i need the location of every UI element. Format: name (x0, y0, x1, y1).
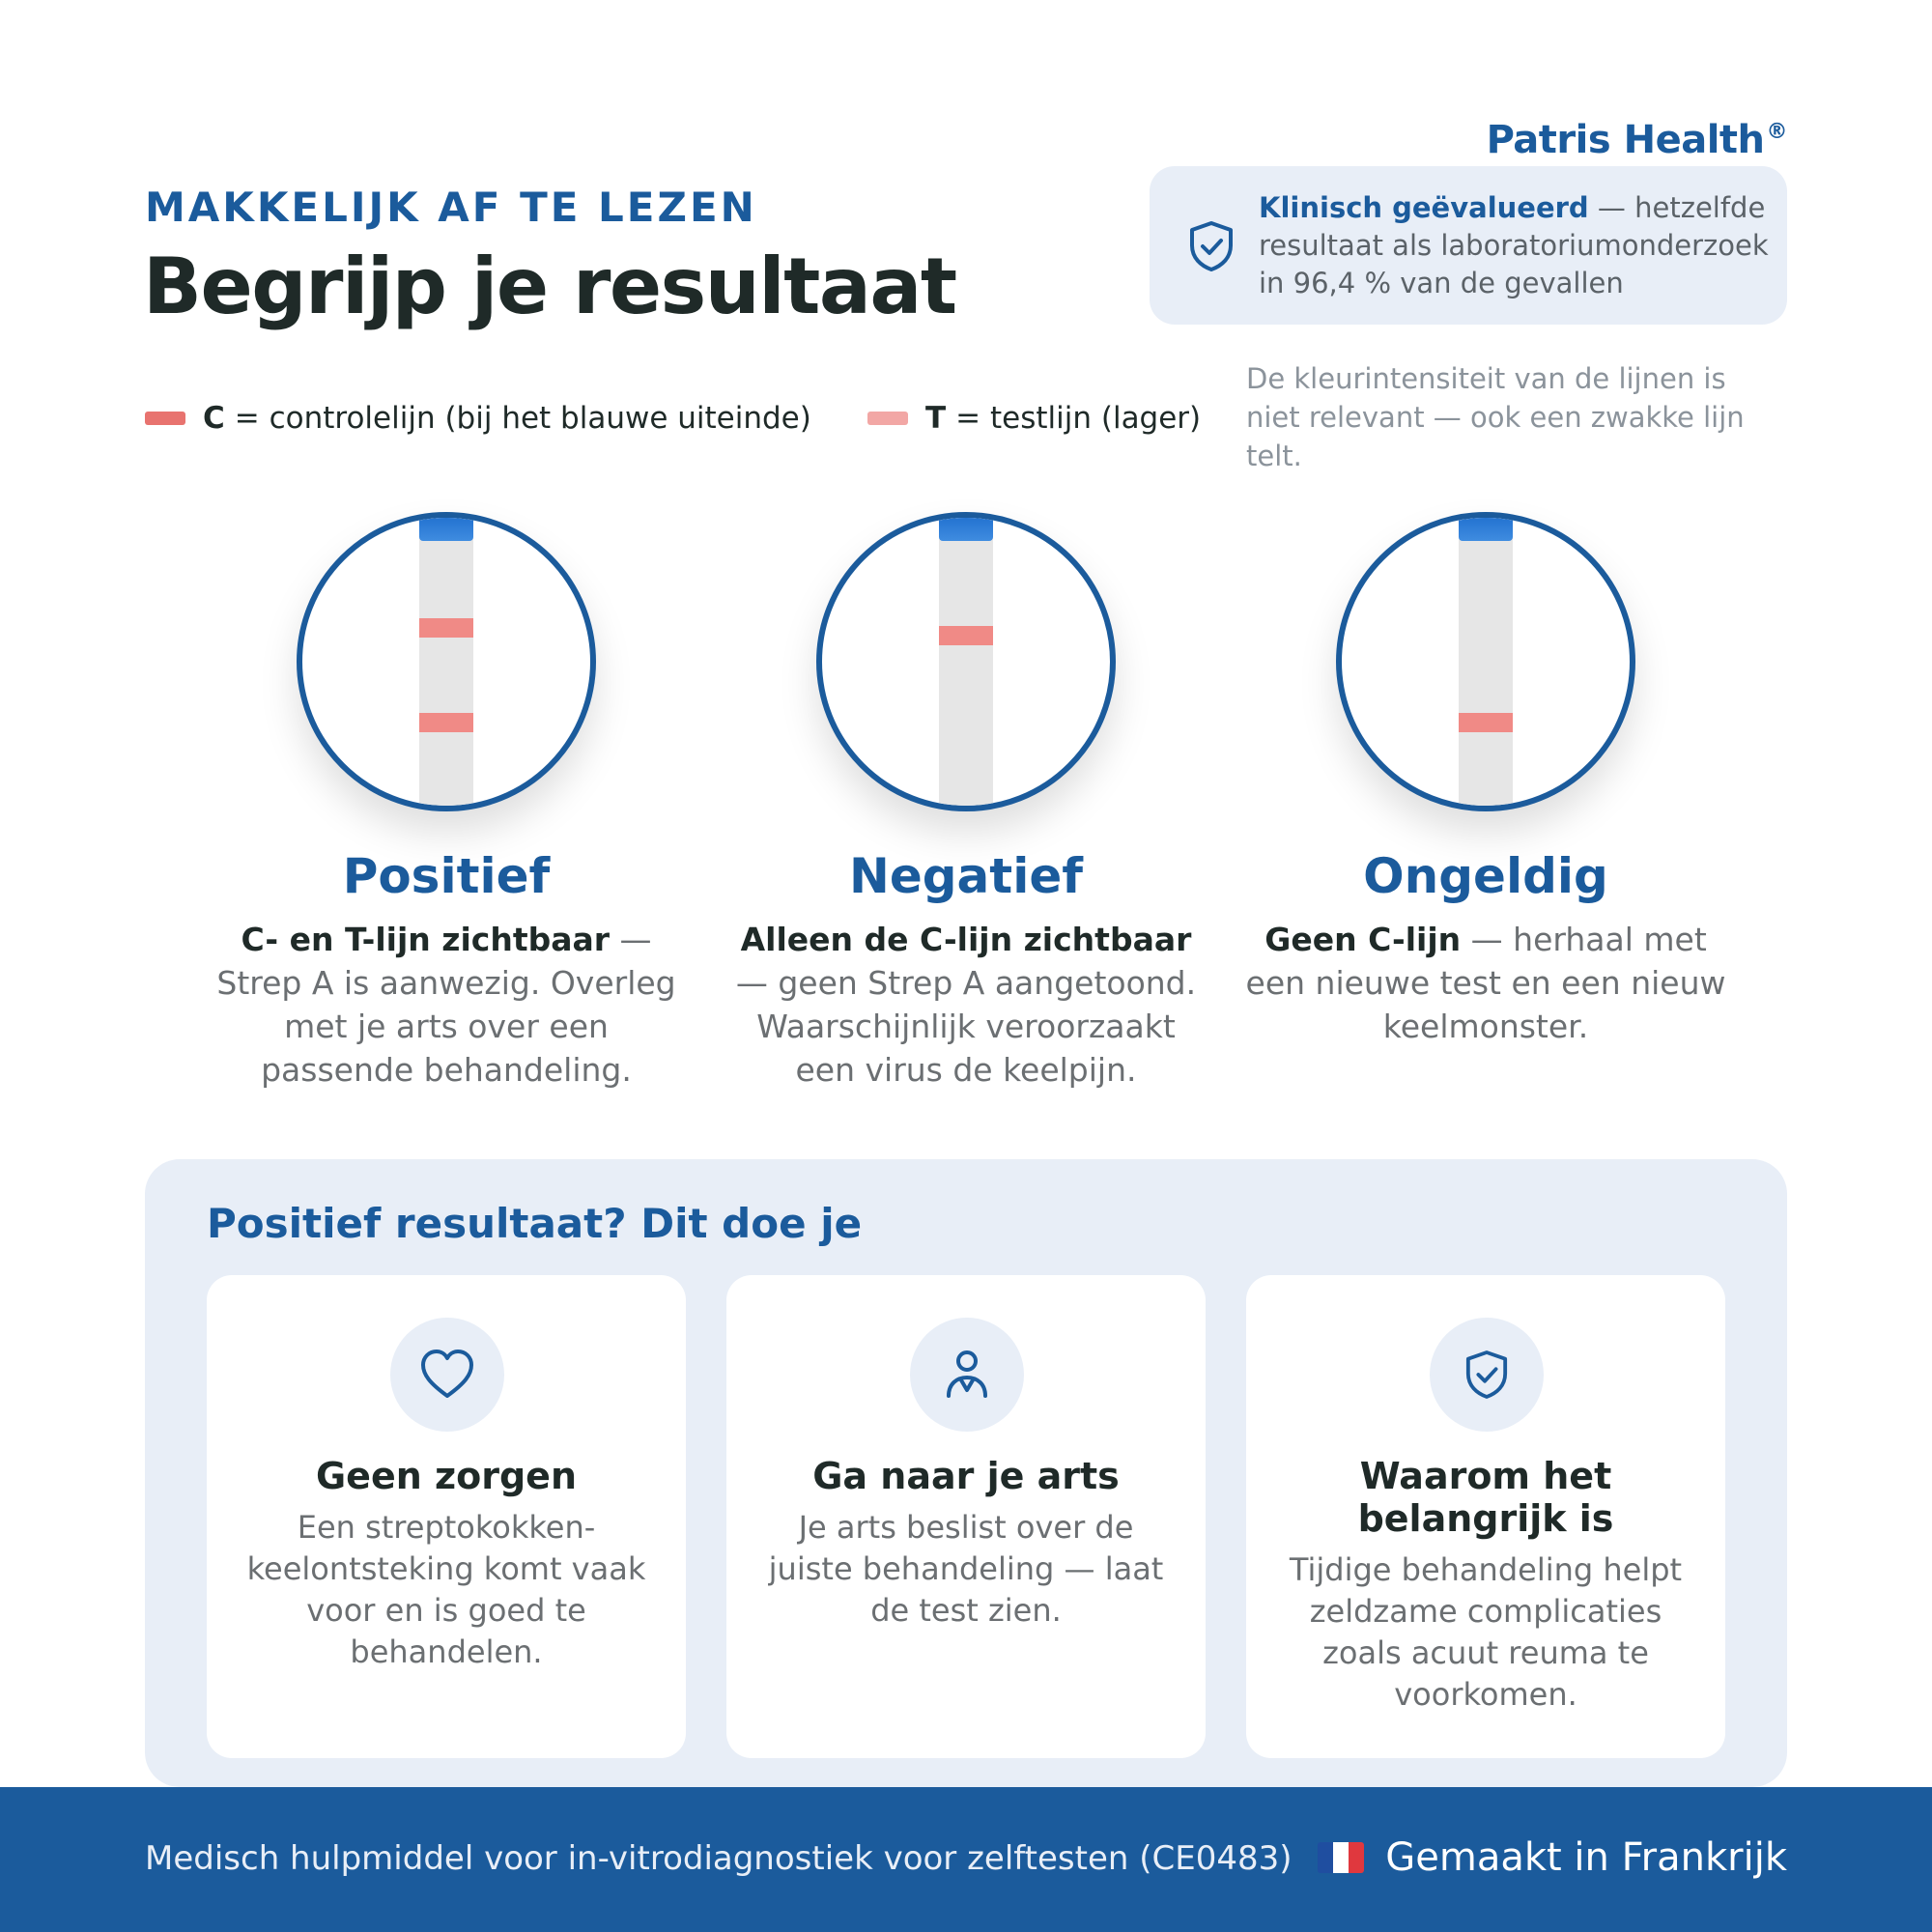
footer-regulatory-text: Medisch hulpmiddel voor in-vitrodiagnostiek voor zelftesten (CE0483) (145, 1839, 1293, 1878)
result-name: Positief (342, 848, 551, 904)
card-title: Ga naar je arts (812, 1455, 1120, 1497)
strip-blue-end (1459, 514, 1513, 541)
test-strip (1459, 514, 1513, 811)
panel-title: Positief resultaat? Dit doe je (207, 1200, 863, 1247)
clinical-evaluation-bold: Klinisch geëvalueerd (1259, 191, 1589, 224)
result-description (205, 918, 688, 1092)
card-icon-circle (910, 1318, 1024, 1432)
clinical-evaluation-detail: — hetzelfde resultaat als laboratoriumonderzoek in 96,4 % van de gevallen (1259, 191, 1769, 299)
result-invalid (1244, 512, 1727, 1048)
card-icon-circle (390, 1318, 504, 1432)
clinical-evaluation-box (1150, 166, 1787, 325)
step-card-why-important (1246, 1275, 1725, 1758)
test-line-swatch (867, 412, 908, 425)
intensity-note: De kleurintensiteit van de lijnen is niet relevant — ook een zwakke lijn telt. (1246, 362, 1745, 472)
test-line (1459, 713, 1513, 732)
heart-icon (418, 1348, 476, 1402)
made-in-label: Gemaakt in Frankrijk (1385, 1835, 1787, 1880)
test-strip-illustration (297, 512, 596, 811)
card-title: Geen zorgen (315, 1455, 577, 1497)
test-strip-illustration (816, 512, 1116, 811)
control-line (419, 618, 473, 638)
card-text: Een streptokokken-keelontsteking komt vaak voor en is goed te behandelen. (246, 1509, 646, 1670)
card-icon-circle (1430, 1318, 1544, 1432)
card-text: Tijdige behandeling helpt zeldzame complicaties zoals acuut reuma te voorkomen. (1289, 1551, 1683, 1713)
result-description (1244, 918, 1727, 1048)
test-line-label: = testlijn (lager) (955, 401, 1202, 436)
step-card-no-worries (207, 1275, 686, 1758)
france-flag-icon (1318, 1842, 1364, 1873)
card-text: Je arts beslist over de juiste behandeling — laat de test zien. (768, 1509, 1164, 1629)
result-description-bold: Geen C-lijn (1264, 921, 1462, 958)
result-description-text: — Strep A is aanwezig. Overleg met je arts over een passende behandeling. (216, 921, 676, 1089)
strip-blue-end (419, 514, 473, 541)
strip-blue-end (939, 514, 993, 541)
result-name: Ongeldig (1363, 848, 1608, 904)
result-negative (724, 512, 1208, 1092)
legend-test-line (867, 401, 1201, 436)
eyebrow-label: MAKKELIJK AF TE LEZEN (145, 184, 757, 231)
result-positive (205, 512, 688, 1092)
brand-name: Patris Health (1486, 118, 1765, 162)
card-title: Waarom het belangrijk is (1357, 1455, 1614, 1540)
result-name: Negatief (849, 848, 1083, 904)
control-line-label: = controlelijn (bij het blauwe uiteinde) (234, 401, 811, 436)
result-description-bold: C- en T-lijn zichtbaar (241, 921, 611, 958)
control-line (939, 626, 993, 645)
result-description-bold: Alleen de C-lijn zichtbaar (740, 921, 1192, 958)
result-description-text: — herhaal met een nieuwe test en een nieuw keelmonster. (1245, 921, 1726, 1045)
page-title: Begrijp je resultaat (143, 242, 956, 331)
registered-mark: ® (1766, 120, 1787, 144)
clinical-evaluation-text (1259, 189, 1771, 302)
test-strip (419, 514, 473, 811)
footer (0, 1787, 1932, 1932)
shield-check-icon (1188, 220, 1235, 272)
step-card-see-doctor (726, 1275, 1206, 1758)
brand-logo (1487, 118, 1787, 162)
legend-control-line (145, 401, 811, 436)
test-line (419, 713, 473, 732)
test-strip (939, 514, 993, 811)
control-line-key: C (203, 401, 225, 436)
result-description-text: — geen Strep A aangetoond. Waarschijnlijk veroorzaakt een virus de keelpijn. (735, 964, 1197, 1089)
doctor-icon (943, 1348, 991, 1402)
positive-steps-panel (145, 1159, 1787, 1787)
shield-check-icon (1464, 1350, 1509, 1400)
footer-made-in (1318, 1835, 1787, 1880)
control-line-swatch (145, 412, 185, 425)
result-description (724, 918, 1208, 1092)
test-line-key: T (925, 401, 947, 436)
test-strip-illustration (1336, 512, 1635, 811)
